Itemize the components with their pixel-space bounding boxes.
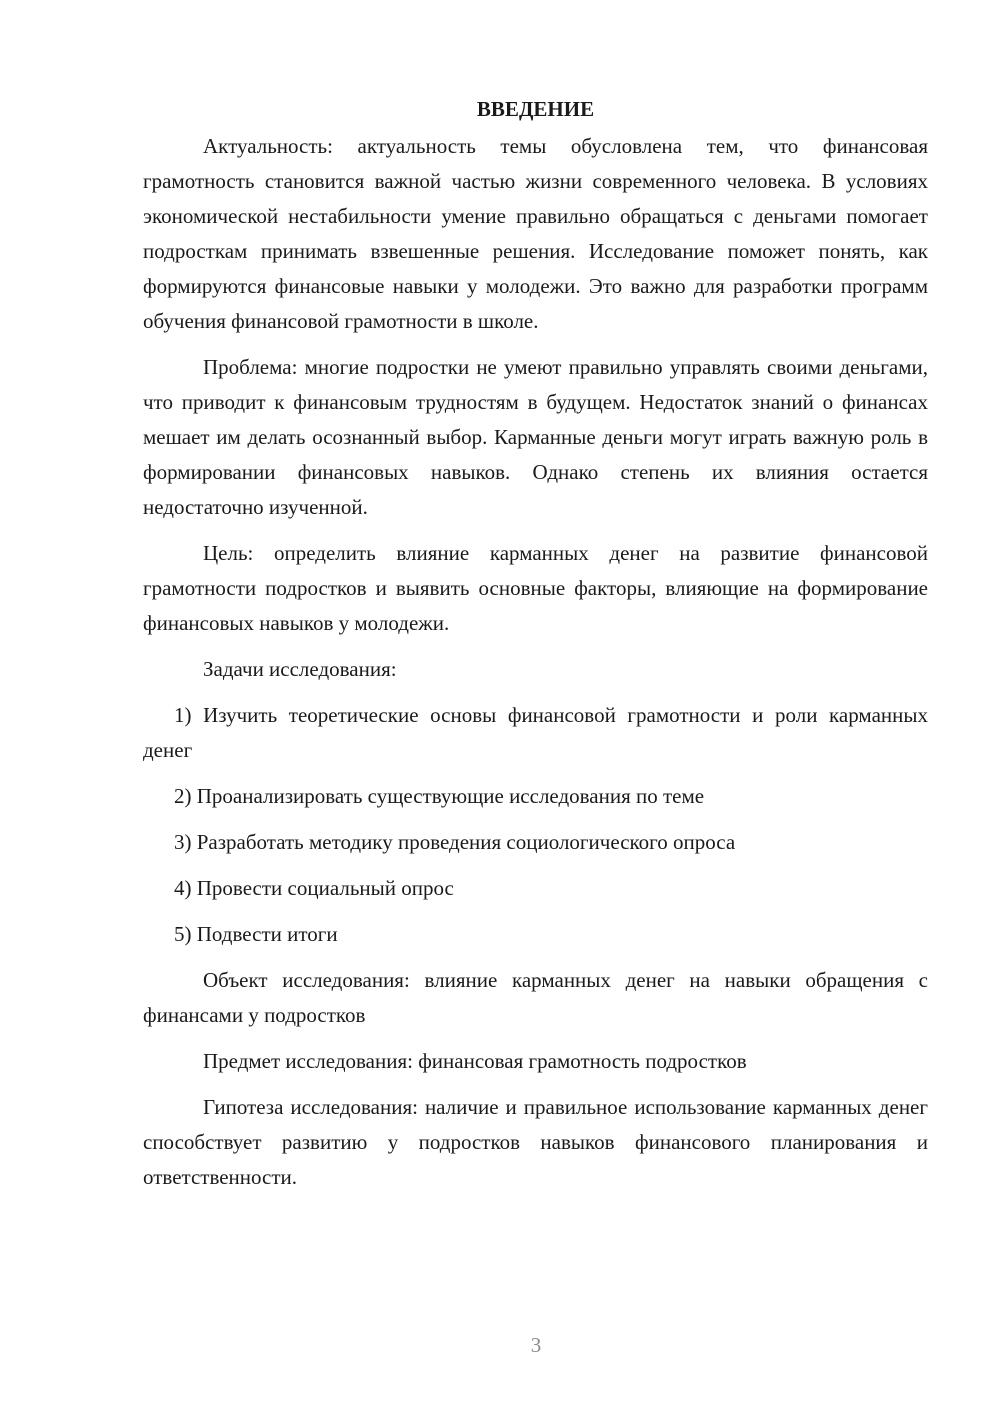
paragraph-goal: Цель: определить влияние карманных денег на развитие финансовой грамотности подростков и выявить основные факторы, влияющие на формирование финансовых навыков у молодежи. [143, 541, 928, 635]
paragraph-hypothesis: Гипотеза исследования: наличие и правильное использование карманных денег способствует развитию у подростков навыков финансового планирования и ответственности. [143, 1095, 928, 1189]
list-item: 5) Подвести итоги [174, 922, 338, 946]
list-item: 1) Изучить теоретические основы финансовой грамотности и роли карманных денег [143, 703, 928, 762]
paragraph-object: Объект исследования: влияние карманных денег на навыки обращения с финансами у подростков [143, 968, 928, 1027]
paragraph-subject: Предмет исследования: финансовая грамотность подростков [203, 1049, 747, 1073]
paragraph-relevance: Актуальность: актуальность темы обусловлена тем, что финансовая грамотность становится важной частью жизни современного человека. В условиях экономической нестабильности умение правильно обращаться с деньгами помогает подросткам принимать взвешенные решения. Исследование поможет понять, как формируются финансовые навыки у молодежи. Это важно для разработки программ обучения финансовой грамотности в школе. [143, 134, 928, 333]
page-number: 3 [530, 1333, 542, 1357]
list-item: 4) Провести социальный опрос [174, 876, 454, 900]
list-item: 2) Проанализировать существующие исследования по теме [174, 784, 705, 808]
page-title: ВВЕДЕНИЕ [476, 97, 595, 121]
paragraph-problem: Проблема: многие подростки не умеют правильно управлять своими деньгами, что приводит к финансовым трудностям в будущем. Недостаток знаний о финансах мешает им делать осознанный выбор. Карманные деньги могут играть важную роль в формировании финансовых навыков. Однако степень их влияния остается недостаточно изученной. [143, 355, 928, 519]
tasks-title: Задачи исследования: [203, 657, 397, 681]
document-page [143, 92, 928, 1195]
list-item: 3) Разработать методику проведения социологического опроса [174, 830, 736, 854]
